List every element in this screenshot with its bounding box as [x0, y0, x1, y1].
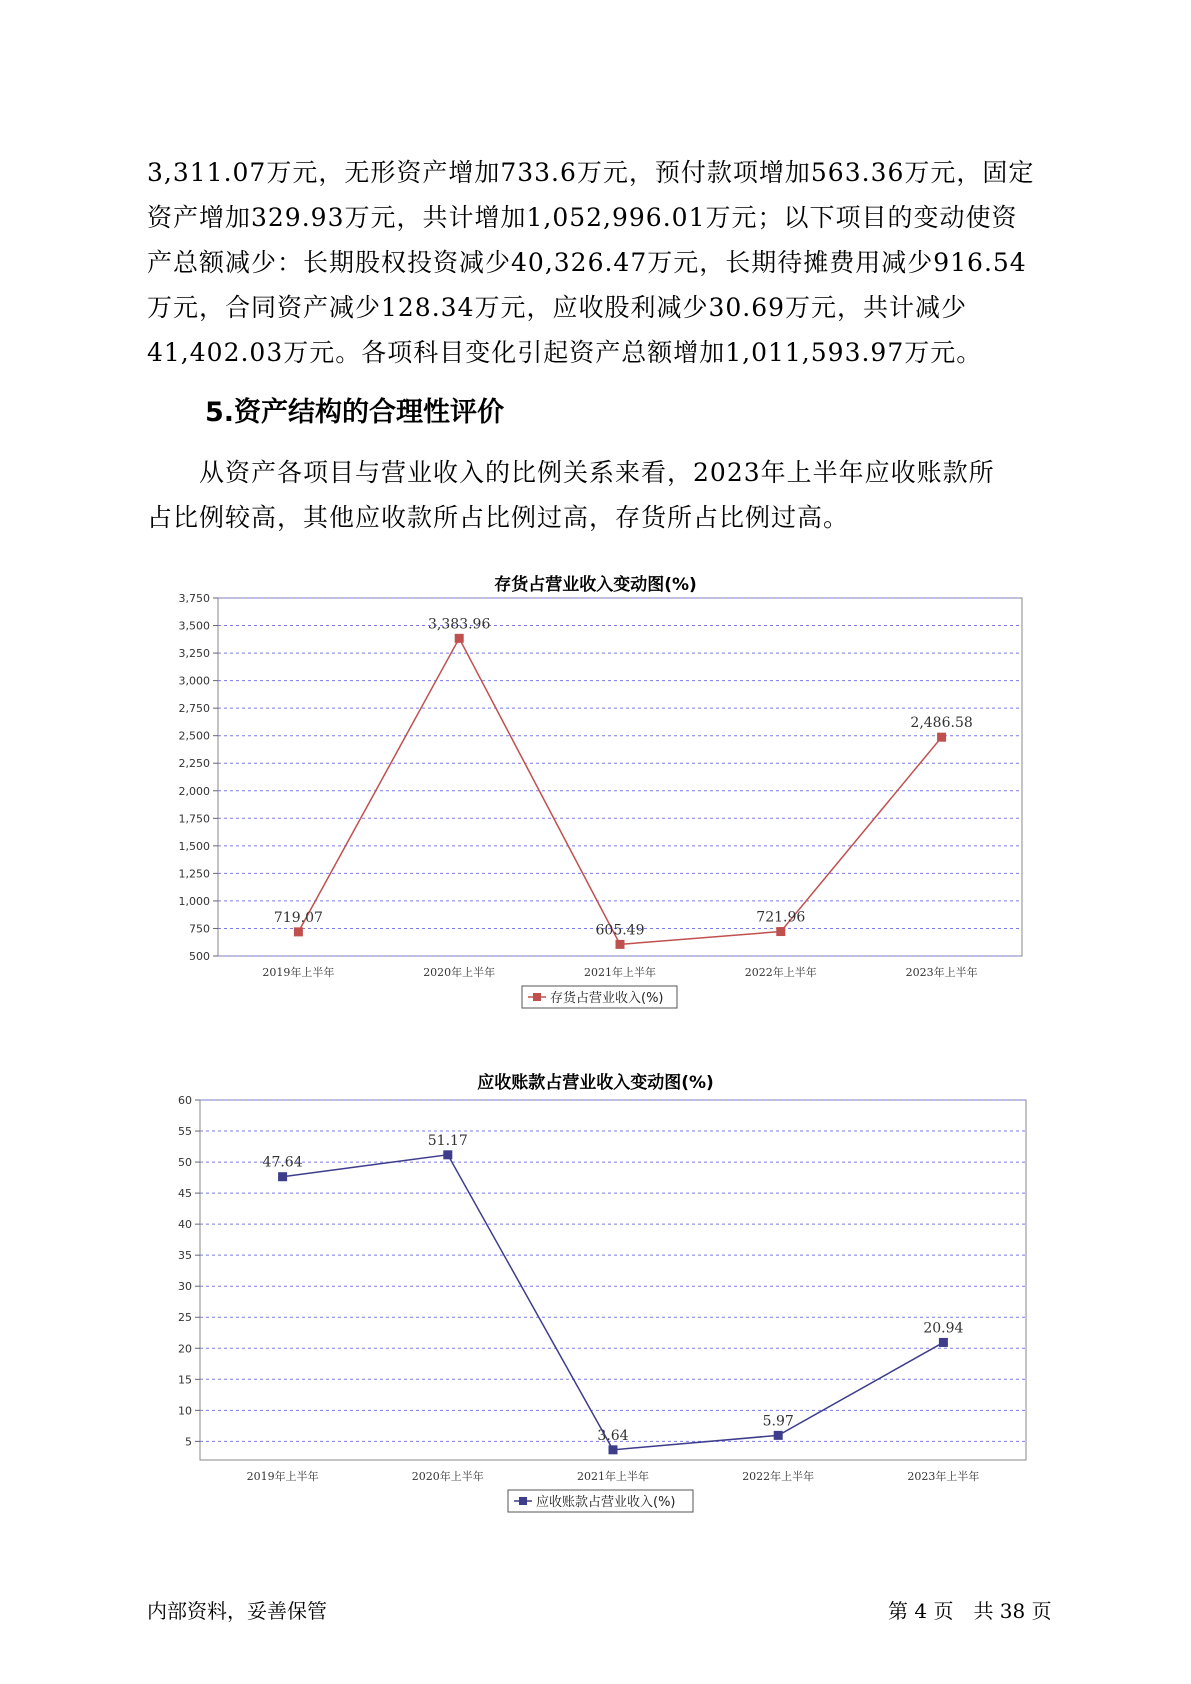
legend-marker: [519, 1497, 527, 1505]
data-point: [774, 1431, 783, 1440]
y-tick-label: 500: [189, 950, 210, 963]
chart-title-inventory: 存货占营业收入变动图(%): [494, 575, 697, 595]
x-tick-label: 2023年上半年: [905, 966, 978, 979]
y-tick-label: 1,000: [178, 894, 210, 908]
x-tick-label: 2021年上半年: [584, 966, 656, 979]
data-point: [939, 1338, 948, 1347]
data-point: [443, 1150, 452, 1159]
data-label: 3.64: [597, 1427, 629, 1444]
paragraph-asset-structure: [147, 450, 1047, 540]
x-tick-label: 2023年上半年: [907, 1470, 980, 1483]
y-tick-label: 10: [178, 1404, 192, 1418]
data-label: 719.07: [273, 909, 323, 926]
x-tick-label: 2019年上半年: [246, 1470, 319, 1483]
plot-area: [218, 598, 1022, 956]
paragraph-line: 资产增加329.93万元，共计增加1,052,996.01万元；以下项目的变动使资: [147, 203, 1018, 232]
paragraph-line: 占比例较高，其他应收款所占比例过高，存货所占比例过高。: [147, 503, 850, 532]
y-tick-label: 1,250: [178, 867, 210, 881]
y-tick-label: 2,500: [178, 729, 210, 743]
legend-marker: [533, 993, 541, 1001]
y-tick-label: 750: [189, 922, 210, 936]
data-label: 3,383.96: [428, 616, 491, 633]
y-tick-label: 3,500: [178, 619, 210, 633]
paragraph-line: 从资产各项目与营业收入的比例关系来看，2023年上半年应收账款所: [147, 458, 995, 487]
y-tick-label: 50: [178, 1156, 192, 1170]
data-label: 605.49: [595, 922, 645, 939]
data-label: 51.17: [427, 1132, 468, 1149]
y-tick-label: 40: [178, 1218, 192, 1232]
data-label: 5.97: [762, 1413, 794, 1430]
legend-label: 存货占营业收入(%): [550, 991, 664, 1006]
y-tick-label: 3,250: [178, 647, 210, 661]
paragraph-line: 产总额减少：长期股权投资减少40,326.47万元，长期待摊费用减少916.54: [147, 248, 1027, 277]
y-tick-label: 30: [178, 1280, 192, 1294]
inventory-ratio-chart: [0, 580, 1191, 1020]
footer-page-number: 第 4 页 共 38 页: [888, 1599, 1052, 1623]
footer-confidential: 内部资料，妥善保管: [147, 1599, 327, 1623]
legend-label: 应收账款占营业收入(%): [536, 1495, 676, 1510]
y-tick-label: 2,750: [178, 702, 210, 716]
data-point: [937, 733, 946, 742]
paragraph-asset-changes: [147, 150, 1047, 375]
y-tick-label: 3,000: [178, 674, 210, 688]
chart-title-receivables: 应收账款占营业收入变动图(%): [477, 1073, 714, 1093]
y-tick-label: 35: [178, 1249, 192, 1263]
data-label: 2,486.58: [910, 715, 973, 732]
y-tick-label: 5: [185, 1435, 192, 1449]
data-point: [294, 927, 303, 936]
section-heading: 5.资产结构的合理性评价: [205, 397, 505, 428]
x-tick-label: 2022年上半年: [742, 1470, 815, 1483]
y-tick-label: 2,000: [178, 784, 210, 798]
y-tick-label: 45: [178, 1187, 192, 1201]
x-tick-label: 2019年上半年: [262, 966, 335, 979]
data-point: [609, 1445, 618, 1454]
y-tick-label: 55: [178, 1125, 192, 1139]
x-tick-label: 2021年上半年: [577, 1470, 649, 1483]
y-tick-label: 25: [178, 1311, 192, 1325]
data-label: 20.94: [923, 1320, 964, 1337]
data-label: 721.96: [756, 909, 806, 926]
data-point: [776, 927, 785, 936]
data-point: [616, 940, 625, 949]
x-tick-label: 2020年上半年: [411, 1470, 484, 1483]
data-label: 47.64: [262, 1154, 303, 1171]
y-tick-label: 60: [178, 1094, 192, 1107]
x-tick-label: 2022年上半年: [744, 966, 817, 979]
paragraph-line: 3,311.07万元，无形资产增加733.6万元，预付款项增加563.36万元，固定: [147, 158, 1035, 187]
y-tick-label: 1,750: [178, 812, 210, 826]
plot-area: [200, 1100, 1026, 1460]
y-tick-label: 3,750: [178, 592, 210, 605]
receivables-ratio-chart: [0, 1080, 1191, 1520]
paragraph-line: 万元，合同资产减少128.34万元，应收股利减少30.69万元，共计减少: [147, 293, 968, 322]
y-tick-label: 1,500: [178, 839, 210, 853]
data-point: [278, 1172, 287, 1181]
y-tick-label: 2,250: [178, 757, 210, 771]
y-tick-label: 15: [178, 1373, 192, 1387]
data-point: [455, 634, 464, 643]
y-tick-label: 20: [178, 1342, 192, 1356]
x-tick-label: 2020年上半年: [423, 966, 496, 979]
paragraph-line: 41,402.03万元。各项科目变化引起资产总额增加1,011,593.97万元。: [147, 338, 983, 367]
